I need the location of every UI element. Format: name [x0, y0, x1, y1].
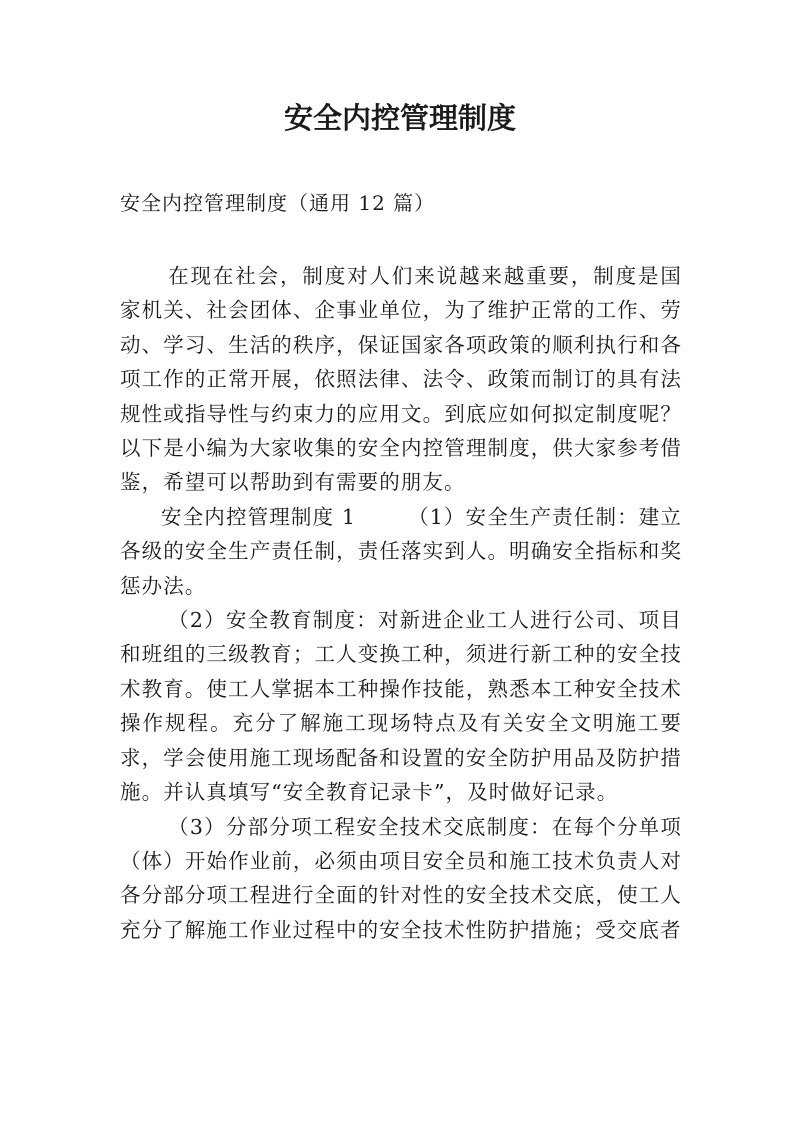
item-1-text: （1）安全生产责任制：建立各级的安全生产责任制，责任落实到人。明确安全指标和奖惩办法。	[120, 504, 683, 598]
section-1-paragraph	[120, 500, 682, 603]
section-1-heading: 安全内控管理制度 1	[161, 504, 357, 529]
document-body	[120, 259, 682, 947]
intro-paragraph: 在现在社会，制度对人们来说越来越重要，制度是国家机关、社会团体、企事业单位，为了维护正常的工作、劳动、学习、生活的秩序，保证国家各项政策的顺利执行和各项工作的正常开展，依照法律、法令、政策而制订的具有法规性或指导性与约束力的应用文。到底应如何拟定制度呢？以下是小编为大家收集的安全内控管理制度，供大家参考借鉴，希望可以帮助到有需要的朋友。	[120, 264, 682, 495]
item-3-paragraph: （3）分部分项工程安全技术交底制度：在每个分单项（体）开始作业前，必须由项目安全员和施工技术负责人对各分部分项工程进行全面的针对性的安全技术交底，使工人充分了解施工作业过程中的安全技术性防护措施；受交底者	[120, 814, 682, 942]
document-title: 安全内控管理制度	[283, 101, 516, 135]
document-subtitle: 安全内控管理制度（通用 12 篇）	[120, 191, 436, 215]
item-2-paragraph: （2）安全教育制度：对新进企业工人进行公司、项目和班组的三级教育；工人变换工种，须进行新工种的安全技术教育。使工人掌据本工种操作技能，熟悉本工种安全技术操作规程。充分了解施工现场特点及有关安全文明施工要求，学会使用施工现场配备和设置的安全防护用品及防护措施。并认真填写“安全教育记录卡”，及时做好记录。	[120, 608, 682, 805]
